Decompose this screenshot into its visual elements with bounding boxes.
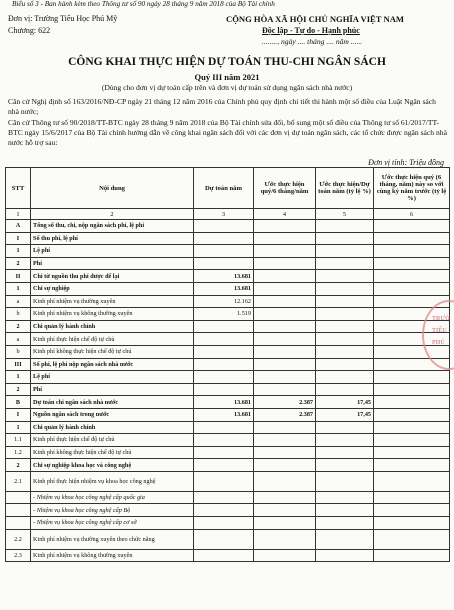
row-stt: 2.3 [6,549,31,562]
row-stt: 1.1 [6,434,31,447]
row-content: Dự toán chi ngân sách nhà nước [31,396,194,409]
row-ratio-to-estimate [316,434,374,447]
row-estimated-performance [254,471,316,491]
table-row [6,396,450,409]
row-ratio-to-estimate [316,471,374,491]
table-row [6,517,450,530]
row-content: Chi quản lý hành chính [31,421,194,434]
table-row [6,320,450,333]
row-stt: 2.2 [6,529,31,549]
row-ratio-to-estimate [316,245,374,258]
row-ratio-same-period [374,270,450,283]
row-stt: 2.1 [6,471,31,491]
row-ratio-to-estimate [316,459,374,472]
column-number: 3 [194,209,254,220]
row-annual-estimate [194,245,254,258]
official-stamp: TRƯỜ TIỂU PHÚ [422,300,454,370]
table-row [6,383,450,396]
row-ratio-same-period [374,371,450,384]
row-annual-estimate [194,383,254,396]
header-ratio-same-period: Ước thực hiện quý (6 tháng, năm) này so với cùng kỳ năm trước (tỷ lệ %) [374,168,450,209]
row-estimated-performance [254,333,316,346]
row-stt: a [6,295,31,308]
row-ratio-same-period [374,529,450,549]
row-stt: I [6,408,31,421]
row-content: Số phí, lệ phí nộp ngân sách nhà nước [31,358,194,371]
row-ratio-to-estimate [316,371,374,384]
budget-table [5,167,450,562]
row-stt [6,517,31,530]
header-content: Nội dung [31,168,194,209]
row-ratio-to-estimate [316,491,374,504]
column-number: 2 [31,209,194,220]
row-estimated-performance [254,308,316,321]
row-estimated-performance [254,517,316,530]
row-ratio-same-period [374,446,450,459]
row-content: Chi sự nghiệp [31,282,194,295]
document-subtitle: (Dùng cho đơn vị dự toán cấp trên và đơn vị dự toán sử dụng ngân sách nhà nước) [101,83,353,92]
row-stt: b [6,308,31,321]
legal-basis-1: Căn cứ Nghị định số 163/2016/NĐ-CP ngày 21 tháng 12 năm 2016 của Chính phủ quy định chi tiết thi hành một số điều của Luật Ngân sách nhà nước; [8,97,436,116]
row-content: Kinh phí nhiệm vụ thường xuyên [31,295,194,308]
national-title: CỘNG HÒA XÃ HỘI CHỦ NGHĨA VIỆT NAM [226,14,405,24]
table-row [6,257,450,270]
row-ratio-to-estimate [316,295,374,308]
row-content: Kinh phí thực hiện chế độ tự chủ [31,434,194,447]
row-annual-estimate [194,504,254,517]
row-stt: a [6,333,31,346]
row-annual-estimate [194,529,254,549]
row-ratio-same-period [374,504,450,517]
row-ratio-same-period [374,459,450,472]
row-stt: 1 [6,245,31,258]
row-stt: 1 [6,421,31,434]
row-content: Chi sự nghiệp khoa học và công nghệ [31,459,194,472]
table-row [6,491,450,504]
row-content: Chi quản lý hành chính [31,320,194,333]
table-row [6,459,450,472]
table-row [6,270,450,283]
row-stt: b [6,345,31,358]
table-row [6,282,450,295]
row-content: Tổng số thu, chi, nộp ngân sách phí, lệ phí [31,220,194,233]
row-content: - Nhiệm vụ khoa học công nghệ cấp quốc gia [31,491,194,504]
row-annual-estimate [194,517,254,530]
row-stt: 2 [6,257,31,270]
row-stt [6,491,31,504]
header-annual-estimate: Dự toán năm [194,168,254,209]
row-content: Lệ phí [31,245,194,258]
row-ratio-to-estimate [316,446,374,459]
row-estimated-performance [254,270,316,283]
row-ratio-to-estimate [316,421,374,434]
row-annual-estimate [194,220,254,233]
row-ratio-same-period [374,471,450,491]
table-row [6,408,450,421]
row-estimated-performance: 2.387 [254,408,316,421]
row-estimated-performance [254,320,316,333]
row-estimated-performance [254,549,316,562]
row-content: Kinh phí thực hiện chế độ tự chủ [31,333,194,346]
row-ratio-to-estimate [316,358,374,371]
row-annual-estimate: 13.681 [194,408,254,421]
table-row [6,549,450,562]
row-ratio-to-estimate: 17,45 [316,408,374,421]
row-annual-estimate [194,446,254,459]
table-row [6,371,450,384]
row-annual-estimate [194,491,254,504]
row-ratio-to-estimate: 17,45 [316,396,374,409]
row-ratio-to-estimate [316,333,374,346]
row-ratio-to-estimate [316,270,374,283]
row-ratio-to-estimate [316,529,374,549]
quarter-label: Quý III năm 2021 [194,72,260,82]
row-ratio-same-period [374,282,450,295]
unit-name: Đơn vị: Trường Tiểu Học Phú Mỹ [8,14,118,23]
row-estimated-performance [254,371,316,384]
row-annual-estimate [194,459,254,472]
form-reference-note: Biểu số 3 - Ban hành kèm theo Thông tư số 90 ngày 28 tháng 9 năm 2018 của Bộ Tài chính [12,0,275,8]
row-content: Chi từ nguồn thu phí được để lại [31,270,194,283]
row-stt: A [6,220,31,233]
table-row [6,245,450,258]
table-row [6,220,450,233]
row-estimated-performance [254,446,316,459]
column-number: 4 [254,209,316,220]
row-annual-estimate [194,358,254,371]
row-estimated-performance [254,434,316,447]
row-ratio-same-period [374,232,450,245]
table-row [6,504,450,517]
row-estimated-performance [254,282,316,295]
row-ratio-same-period [374,549,450,562]
row-estimated-performance [254,345,316,358]
row-annual-estimate [194,434,254,447]
date-line: ........, ngày .... tháng .... năm ...... [262,37,363,46]
row-annual-estimate [194,333,254,346]
row-ratio-same-period [374,491,450,504]
table-row [6,446,450,459]
row-estimated-performance [254,421,316,434]
table-row [6,421,450,434]
table-header-row [6,168,450,209]
table-row [6,333,450,346]
row-annual-estimate [194,471,254,491]
header-estimated-performance: Ước thực hiện quý/6 tháng/năm [254,168,316,209]
table-row [6,471,450,491]
legal-basis-2: Căn cứ Thông tư số 90/2018/TT-BTC ngày 28 tháng 9 năm 2018 của Bộ Tài chính sửa đổi, bổ sung một số điều của Thông tư số 61/2017/TT-BTC ngày 15/6/2017 của Bộ Tài chính hướng dẫn về công khai ngân sách đối với các đơn vị dự toán ngân sách, các tổ chức được ngân sách nhà nước hỗ trợ sau: [8,118,447,147]
row-stt: B [6,396,31,409]
row-annual-estimate [194,257,254,270]
column-number: 6 [374,209,450,220]
row-ratio-to-estimate [316,320,374,333]
header-ratio-to-estimate: Ước thực hiện/Dự toán năm (tỷ lệ %) [316,168,374,209]
row-ratio-same-period [374,245,450,258]
row-ratio-same-period [374,220,450,233]
row-ratio-to-estimate [316,504,374,517]
table-row [6,358,450,371]
row-content: Kinh phí nhiệm vụ thường xuyên theo chức năng [31,529,194,549]
header-stt: STT [6,168,31,209]
row-content: Lệ phí [31,371,194,384]
row-estimated-performance [254,245,316,258]
row-ratio-to-estimate [316,383,374,396]
chapter-code: Chương: 622 [8,26,51,35]
column-number-row [6,209,450,220]
row-content: - Nhiệm vụ khoa học công nghệ cấp cơ sở [31,517,194,530]
row-annual-estimate: 13.681 [194,396,254,409]
row-stt: 1 [6,282,31,295]
row-estimated-performance [254,383,316,396]
table-row [6,232,450,245]
row-estimated-performance: 2.387 [254,396,316,409]
document-title: CÔNG KHAI THỰC HIỆN DỰ TOÁN THU-CHI NGÂN SÁCH [68,56,386,68]
row-content: Kinh phí thực hiện nhiệm vụ khoa học công nghệ [31,471,194,491]
row-ratio-to-estimate [316,517,374,530]
row-ratio-same-period [374,396,450,409]
row-ratio-to-estimate [316,220,374,233]
column-number: 1 [6,209,31,220]
row-ratio-same-period [374,383,450,396]
column-number: 5 [316,209,374,220]
row-annual-estimate [194,371,254,384]
row-ratio-same-period [374,421,450,434]
row-estimated-performance [254,257,316,270]
row-content: Phí [31,257,194,270]
row-stt: 2 [6,459,31,472]
row-ratio-to-estimate [316,345,374,358]
row-content: Nguồn ngân sách trong nước [31,408,194,421]
row-ratio-to-estimate [316,308,374,321]
row-estimated-performance [254,504,316,517]
row-stt: II [6,270,31,283]
row-stt: 1 [6,371,31,384]
row-ratio-same-period [374,257,450,270]
row-stt: 2 [6,383,31,396]
row-stt: 2 [6,320,31,333]
row-content: Phí [31,383,194,396]
row-annual-estimate [194,320,254,333]
table-row [6,295,450,308]
row-estimated-performance [254,459,316,472]
row-stt: III [6,358,31,371]
row-annual-estimate [194,232,254,245]
row-ratio-same-period [374,408,450,421]
row-content: Kinh phí không thực hiện chế độ tự chủ [31,345,194,358]
row-ratio-same-period [374,434,450,447]
row-ratio-to-estimate [316,232,374,245]
row-estimated-performance [254,220,316,233]
row-stt: 1.2 [6,446,31,459]
row-stt [6,504,31,517]
row-estimated-performance [254,295,316,308]
row-estimated-performance [254,529,316,549]
row-content: Số thu phí, lệ phí [31,232,194,245]
row-content: Kinh phí không thực hiện chế độ tự chủ [31,446,194,459]
row-annual-estimate: 13.681 [194,270,254,283]
table-row [6,308,450,321]
row-estimated-performance [254,358,316,371]
row-estimated-performance [254,232,316,245]
row-annual-estimate: 12.162 [194,295,254,308]
national-motto: Độc lập - Tự do - Hạnh phúc [262,26,360,35]
row-annual-estimate [194,421,254,434]
row-content: Kinh phí nhiệm vụ không thường xuyên [31,308,194,321]
row-estimated-performance [254,491,316,504]
row-content: - Nhiệm vụ khoa học công nghệ cấp Bộ [31,504,194,517]
row-annual-estimate [194,549,254,562]
row-annual-estimate: 1.519 [194,308,254,321]
row-annual-estimate: 13.681 [194,282,254,295]
row-ratio-to-estimate [316,257,374,270]
table-row [6,434,450,447]
table-row [6,345,450,358]
unit-note: Đơn vị tính: Triệu đồng [368,158,444,167]
row-stt: I [6,232,31,245]
row-ratio-to-estimate [316,549,374,562]
row-annual-estimate [194,345,254,358]
row-content: Kinh phí nhiệm vụ không thường xuyên [31,549,194,562]
row-ratio-same-period [374,517,450,530]
table-row [6,529,450,549]
row-ratio-to-estimate [316,282,374,295]
